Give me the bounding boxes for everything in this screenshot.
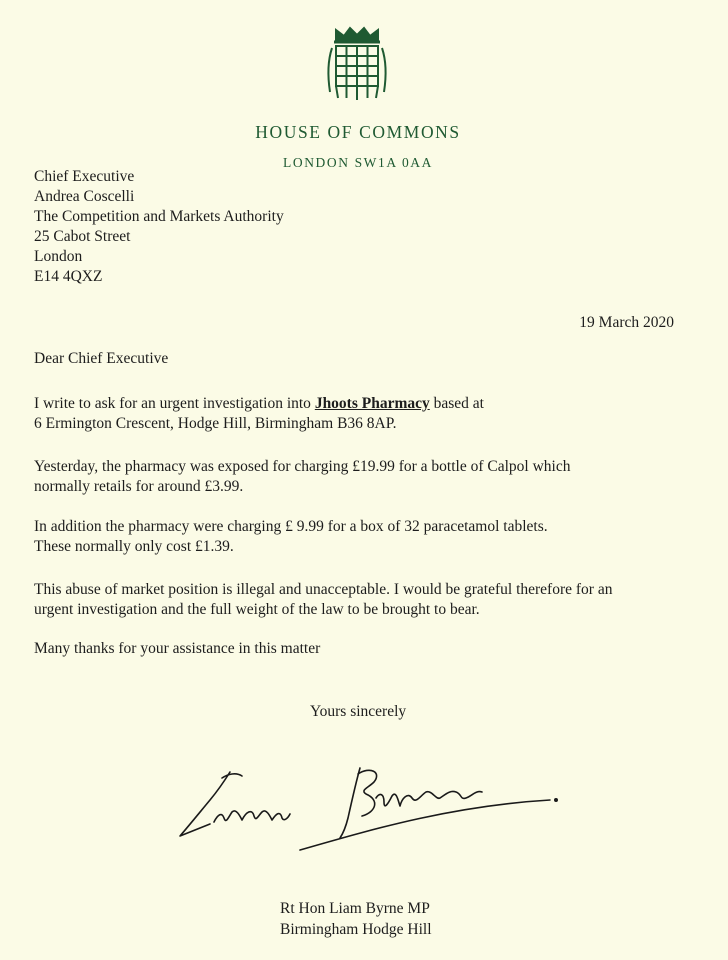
paragraph-paracetamol: [34, 517, 724, 557]
handwritten-signature: [170, 760, 570, 860]
paragraph-line: In addition the pharmacy were charging £ 9.99 for a box of 32 paracetamol tablets.: [34, 518, 548, 535]
sender-constituency: Birmingham Hodge Hill: [280, 921, 432, 938]
recipient-line: The Competition and Markets Authority: [34, 208, 284, 225]
recipient-line: London: [34, 248, 83, 265]
paragraph-request: [34, 394, 724, 434]
pharmacy-name: Jhoots Pharmacy: [314, 395, 430, 412]
letterhead-title: HOUSE OF COMMONS: [255, 122, 461, 142]
paragraph-line: urgent investigation and the full weight of the law to be brought to bear.: [34, 601, 480, 618]
paragraph-line: [34, 394, 724, 414]
paragraph-thanks: [34, 639, 724, 659]
recipient-line: Andrea Coscelli: [34, 188, 135, 205]
recipient-line: Chief Executive: [34, 168, 135, 185]
text-run: based at: [429, 395, 484, 412]
paragraph-line: Many thanks for your assistance in this matter: [34, 640, 321, 657]
paragraph-line: normally retails for around £3.99.: [34, 478, 244, 495]
recipient-line: E14 4QXZ: [34, 268, 103, 285]
paragraph-abuse: [34, 580, 724, 620]
sender-name: Rt Hon Liam Byrne MP: [280, 900, 430, 917]
recipient-address: [34, 167, 284, 287]
paragraph-calpol: [34, 457, 724, 497]
paragraph-line: This abuse of market position is illegal and unacceptable. I would be grateful therefore for an: [34, 581, 613, 598]
letter-date: 19 March 2020: [579, 314, 674, 331]
paragraph-line: 6 Ermington Crescent, Hodge Hill, Birmingham B36 8AP.: [34, 415, 397, 432]
closing: Yours sincerely: [310, 703, 407, 720]
sender-block: [280, 898, 432, 940]
paragraph-line: These normally only cost £1.39.: [34, 538, 234, 555]
salutation: Dear Chief Executive: [34, 350, 169, 367]
portcullis-icon: [322, 26, 392, 104]
text-run: I write to ask for an urgent investigation into: [34, 395, 315, 412]
paragraph-line: Yesterday, the pharmacy was exposed for charging £19.99 for a bottle of Calpol which: [34, 458, 571, 475]
letterhead-address: LONDON SW1A 0AA: [283, 155, 433, 170]
recipient-line: 25 Cabot Street: [34, 228, 131, 245]
